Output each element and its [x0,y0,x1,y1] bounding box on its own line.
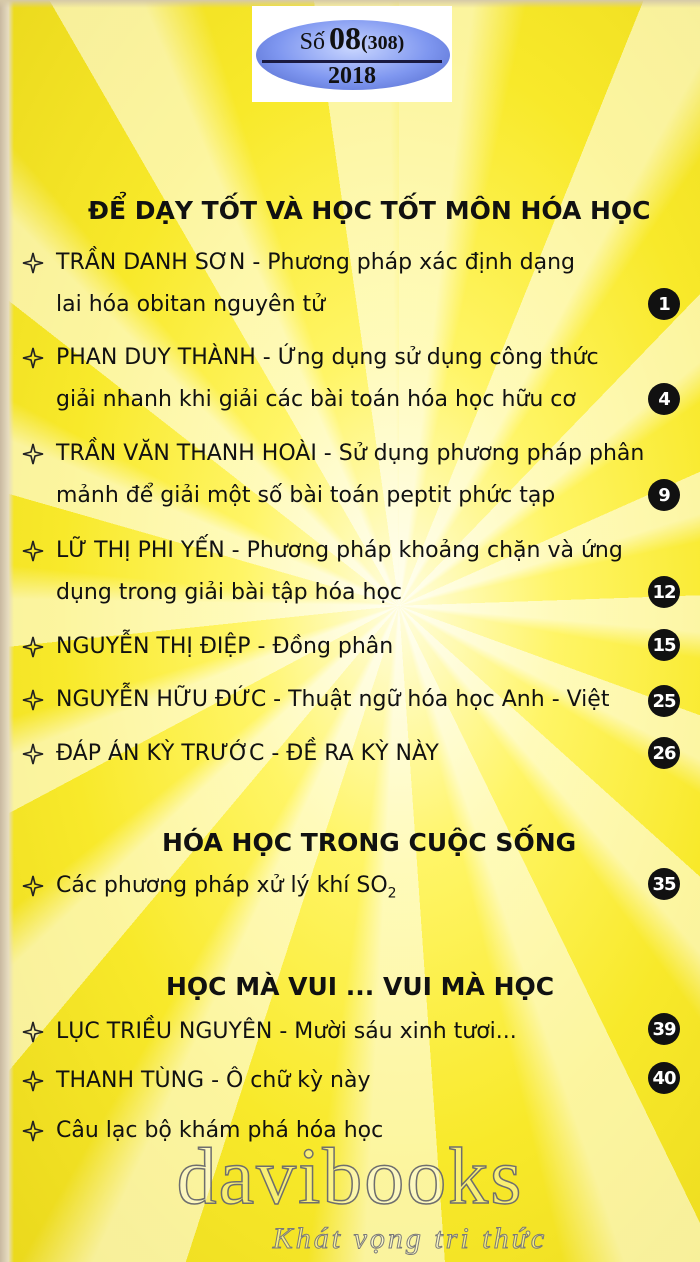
entry-line: PHAN DUY THÀNH - Ứng dụng sử dụng công thức [56,345,599,370]
entry-line: Câu lạc bộ khám phá hóa học [56,1118,384,1143]
four-point-star-icon [22,1070,44,1092]
section-title-hoa-hoc-cuoc-song: HÓA HỌC TRONG CUỘC SỐNG [162,828,577,857]
issue-subnumber: (308) [361,32,405,54]
page-number-badge: 25 [648,685,680,717]
issue-label: Số [299,29,326,55]
issue-year: 2018 [328,63,376,89]
entry-line: ĐÁP ÁN KỲ TRƯỚC - ĐỀ RA KỲ NÀY [56,741,439,766]
page-number-badge: 12 [648,576,680,608]
four-point-star-icon [22,689,44,711]
entry-line: NGUYỄN THỊ ĐIỆP - Đồng phân [56,634,394,659]
four-point-star-icon [22,540,44,562]
four-point-star-icon [22,636,44,658]
four-point-star-icon [22,347,44,369]
entry-line-text: Các phương pháp xử lý khí SO [56,873,388,898]
section-title-day-tot-hoc-tot: ĐỂ DẠY TỐT VÀ HỌC TỐT MÔN HÓA HỌC [88,196,651,225]
entry-line-continued: dụng trong giải bài tập hóa học [56,580,403,605]
four-point-star-icon [22,443,44,465]
entry-line-continued: lai hóa obitan nguyên tử [56,292,326,317]
four-point-star-icon [22,743,44,765]
entry-line-continued: giải nhanh khi giải các bài toán hóa học hữu cơ [56,387,576,412]
entry-line-continued: mảnh để giải một số bài toán peptit phức tạp [56,483,556,508]
page-number-badge: 15 [648,629,680,661]
page-number-badge: 40 [648,1062,680,1094]
watermark-tagline: Khát vọng tri thức [272,1222,548,1255]
issue-number-line [252,20,452,57]
section-title-hoc-ma-vui: HỌC MÀ VUI ... VUI MÀ HỌC [166,972,555,1001]
page-number-badge: 39 [648,1013,680,1045]
four-point-star-icon [22,875,44,897]
page-number-badge: 35 [648,868,680,900]
four-point-star-icon [22,1021,44,1043]
page-edge [0,0,14,1262]
page-number-badge: 1 [648,288,680,320]
entry-line: LỮ THỊ PHI YẾN - Phương pháp khoảng chặn và ứng [56,538,623,563]
entry-line: TRẦN DANH SƠN - Phương pháp xác định dạng [56,250,576,275]
entry-line: TRẦN VĂN THANH HOÀI - Sử dụng phương pháp phân [56,441,645,466]
entry-line: NGUYỄN HỮU ĐỨC - Thuật ngữ hóa học Anh - Việt [56,687,610,712]
watermark-brand: davibooks [176,1133,524,1221]
page-number-badge: 26 [648,737,680,769]
four-point-star-icon [22,252,44,274]
issue-badge [252,6,452,102]
page-number-badge: 4 [648,383,680,415]
page-number-badge: 9 [648,479,680,511]
entry-line: THANH TÙNG - Ô chữ kỳ này [56,1068,371,1093]
entry-line [56,873,397,902]
entry-line: LỤC TRIỀU NGUYÊN - Mười sáu xinh tươi... [56,1019,517,1044]
four-point-star-icon [22,1120,44,1142]
issue-number: 08 [329,20,362,56]
subscript-text: 2 [387,885,397,902]
